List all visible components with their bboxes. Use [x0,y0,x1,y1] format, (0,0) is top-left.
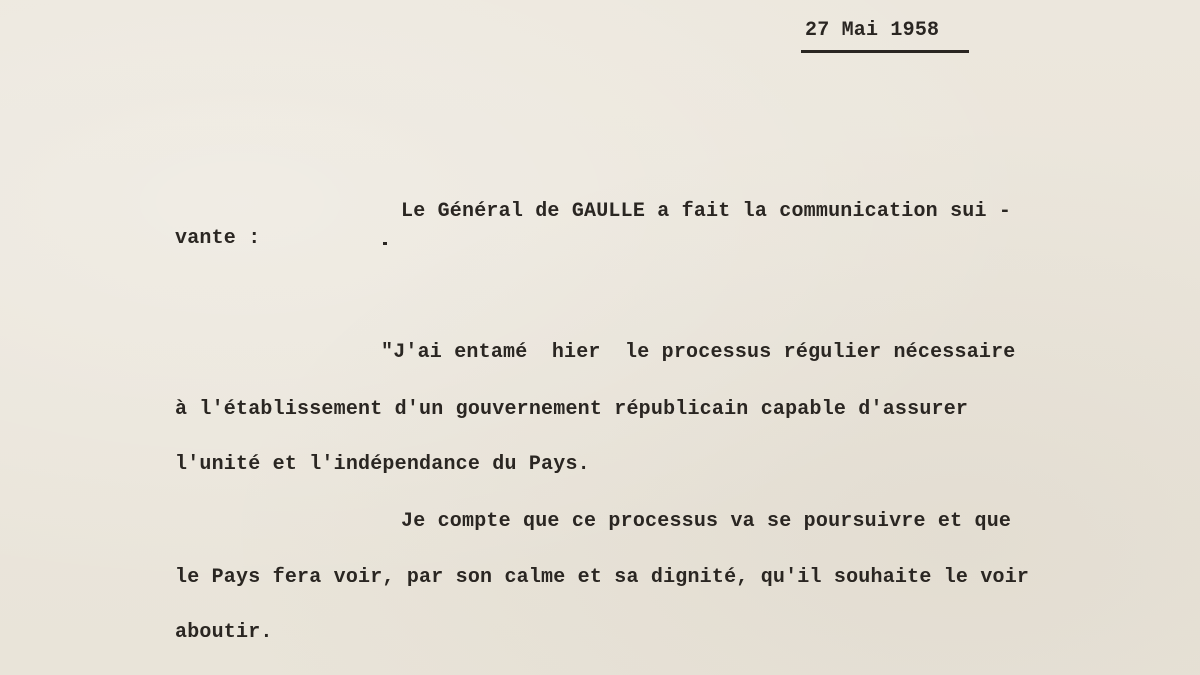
intro-line-2: vante : [175,227,261,250]
quote-line-1: "J'ai entamé hier le processus régulier nécessaire [381,341,1016,364]
quote-line-4: Je compte que ce processus va se poursuivre et que [401,510,1012,533]
document-date: 27 Mai 1958 [805,19,940,42]
quote-line-3: l'unité et l'indépendance du Pays. [175,453,590,476]
quote-line-2: à l'établissement d'un gouvernement républicain capable d'assurer [175,398,969,421]
quote-line-5: le Pays fera voir, par son calme et sa dignité, qu'il souhaite le voir [175,566,1030,589]
intro-line-1: Le Général de GAULLE a fait la communication sui - [401,200,1012,223]
quote-line-6: aboutir. [175,621,273,644]
date-underline [801,50,969,53]
typewriter-mark [383,242,387,245]
